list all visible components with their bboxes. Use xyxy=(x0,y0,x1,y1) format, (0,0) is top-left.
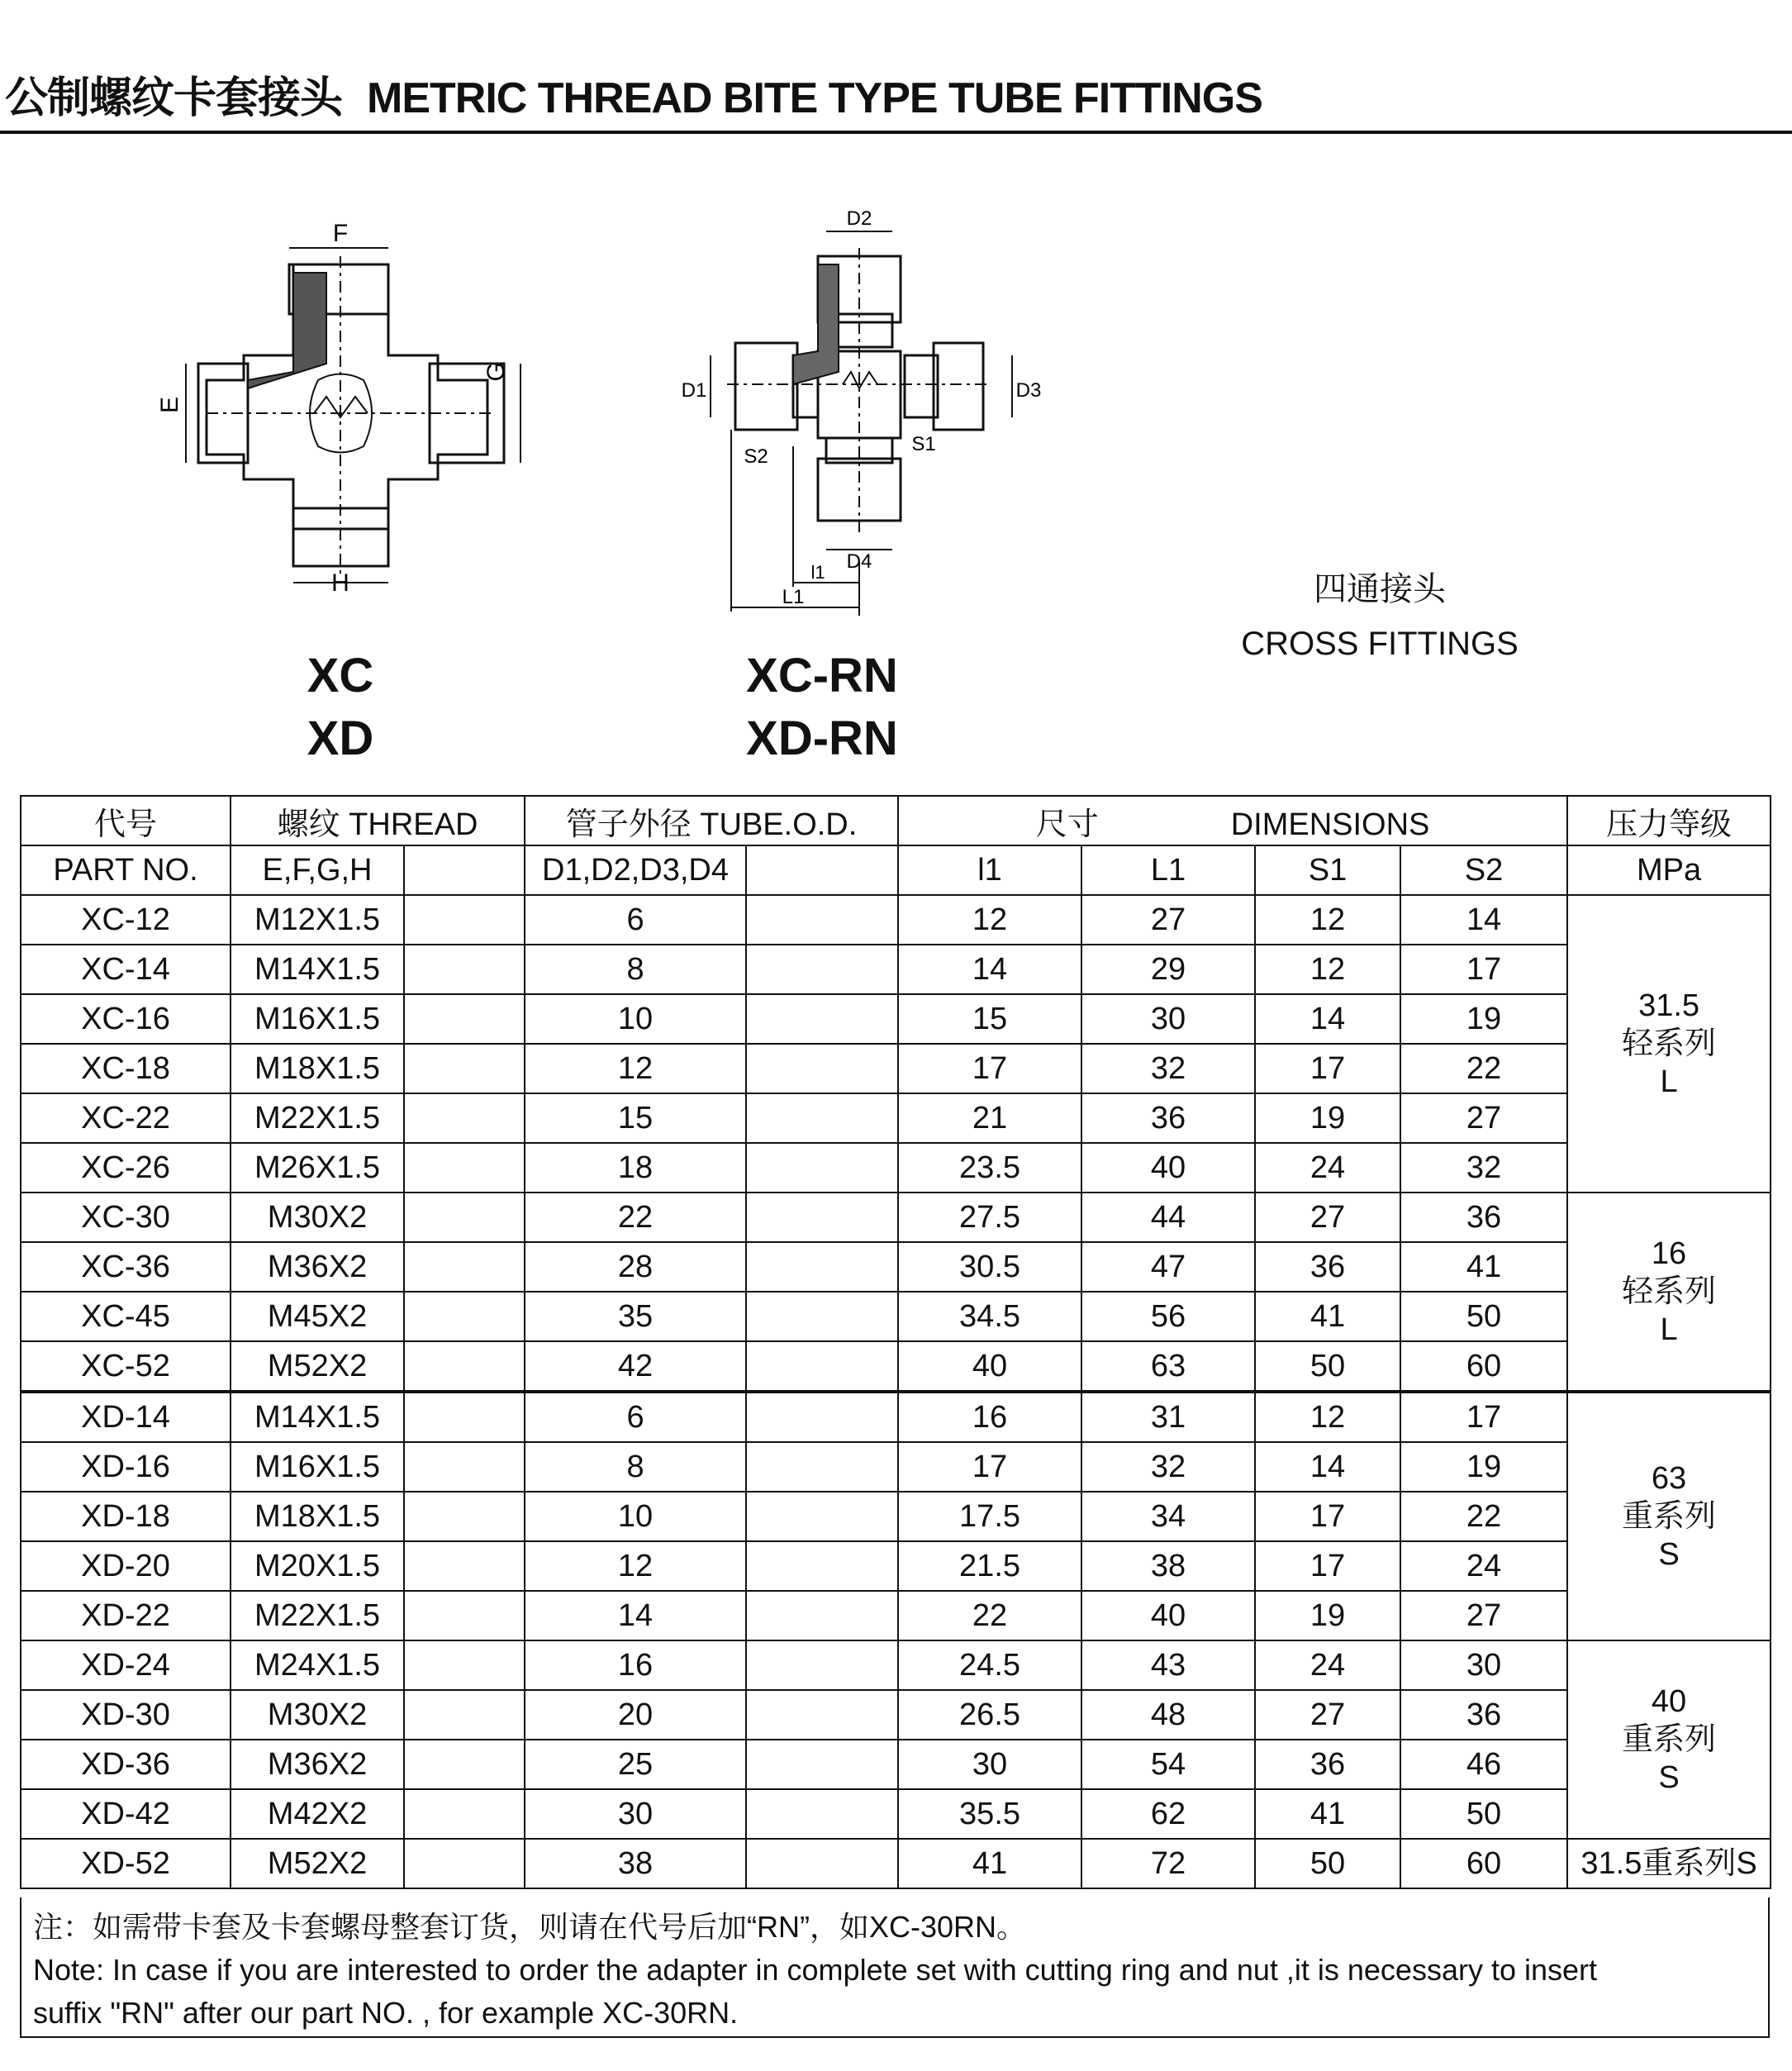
page-title xyxy=(5,63,1262,125)
cell-L1: 30 xyxy=(1081,994,1255,1044)
cell-tube-blank xyxy=(746,1541,898,1591)
cell-S1: 14 xyxy=(1255,994,1400,1044)
cell-thread-blank xyxy=(404,945,525,994)
pressure-grade-line: 40 xyxy=(1651,1684,1687,1719)
cell-thread: M24X1.5 xyxy=(231,1640,404,1690)
cell-tube-blank xyxy=(746,1093,898,1143)
cell-S1: 41 xyxy=(1255,1292,1400,1341)
order-note xyxy=(20,1897,1770,2038)
cell-thread: M45X2 xyxy=(231,1292,404,1341)
cell-S1: 17 xyxy=(1255,1044,1400,1093)
table-row xyxy=(21,1591,1771,1640)
cell-thread: M14X1.5 xyxy=(231,1392,404,1442)
cell-L1: 40 xyxy=(1081,1591,1255,1640)
cell-S2: 24 xyxy=(1400,1541,1567,1591)
cell-tube-blank xyxy=(746,1492,898,1541)
cell-thread: M36X2 xyxy=(231,1740,404,1789)
model-xd: XD xyxy=(307,712,374,765)
cell-S2: 41 xyxy=(1400,1242,1567,1292)
cell-tube-blank xyxy=(746,945,898,994)
cell-S2: 19 xyxy=(1400,1442,1567,1492)
cell-l1: 17 xyxy=(898,1044,1081,1093)
cell-part-no: XD-18 xyxy=(21,1492,231,1541)
cell-l1: 30 xyxy=(898,1740,1081,1789)
cell-S1: 24 xyxy=(1255,1640,1400,1690)
cell-tube-blank xyxy=(746,994,898,1044)
cell-tube-od: 30 xyxy=(525,1789,746,1839)
cell-tube-od: 10 xyxy=(525,1492,746,1541)
cell-S1: 27 xyxy=(1255,1690,1400,1740)
cell-S1: 50 xyxy=(1255,1341,1400,1392)
note-en-line2: suffix "RN" after our part NO. , for example XC-30RN. xyxy=(33,1996,739,2030)
header-part-cn: 代号 xyxy=(21,796,231,845)
table-row xyxy=(21,1839,1771,1888)
cell-thread: M16X1.5 xyxy=(231,994,404,1044)
header-row-2 xyxy=(21,845,1771,895)
xc-cross-drawing xyxy=(186,248,520,583)
cell-thread: M52X2 xyxy=(231,1839,404,1888)
pressure-grade-line: 63 xyxy=(1651,1461,1687,1496)
caption-cn: 四通接头 xyxy=(1314,571,1446,607)
cell-thread: M30X2 xyxy=(231,1193,404,1242)
cell-part-no: XC-36 xyxy=(21,1242,231,1292)
title-cn: 公制螺纹卡套接头 xyxy=(5,74,343,122)
cell-l1: 23.5 xyxy=(898,1143,1081,1193)
dim-label-D1: D1 xyxy=(681,379,707,402)
cell-S2: 17 xyxy=(1400,945,1567,994)
model-label-right xyxy=(719,645,925,770)
cell-l1: 26.5 xyxy=(898,1690,1081,1740)
cell-l1: 17 xyxy=(898,1442,1081,1492)
cell-tube-od: 20 xyxy=(525,1690,746,1740)
table-row xyxy=(21,1093,1771,1143)
table-row xyxy=(21,945,1771,994)
cell-S2: 46 xyxy=(1400,1740,1567,1789)
cell-part-no: XD-52 xyxy=(21,1839,231,1888)
cell-thread: M42X2 xyxy=(231,1789,404,1839)
cell-S1: 50 xyxy=(1255,1839,1400,1888)
cell-tube-blank xyxy=(746,1392,898,1442)
table-row xyxy=(21,1242,1771,1292)
cell-tube-od: 35 xyxy=(525,1292,746,1341)
cell-thread-blank xyxy=(404,1640,525,1690)
cell-part-no: XC-26 xyxy=(21,1143,231,1193)
cell-thread: M30X2 xyxy=(231,1690,404,1740)
pressure-grade-line: 轻系列 xyxy=(1622,1026,1717,1061)
cell-tube-od: 22 xyxy=(525,1193,746,1242)
cell-part-no: XD-16 xyxy=(21,1442,231,1492)
cell-S2: 60 xyxy=(1400,1839,1567,1888)
cell-thread-blank xyxy=(404,1839,525,1888)
cell-S2: 27 xyxy=(1400,1591,1567,1640)
cell-tube-od: 28 xyxy=(525,1242,746,1292)
cell-thread: M26X1.5 xyxy=(231,1143,404,1193)
cell-thread-blank xyxy=(404,1740,525,1789)
cell-thread-blank xyxy=(404,1143,525,1193)
pressure-grade-cell xyxy=(1567,895,1771,1193)
cell-S1: 24 xyxy=(1255,1143,1400,1193)
cell-L1: 31 xyxy=(1081,1392,1255,1442)
cell-S1: 36 xyxy=(1255,1242,1400,1292)
cell-thread: M16X1.5 xyxy=(231,1442,404,1492)
cell-thread-blank xyxy=(404,1193,525,1242)
cell-tube-blank xyxy=(746,1292,898,1341)
cell-L1: 27 xyxy=(1081,895,1255,945)
dim-label-F: F xyxy=(332,220,349,247)
cell-tube-od: 8 xyxy=(525,945,746,994)
header-thread-blank xyxy=(404,845,525,895)
model-xc: XC xyxy=(307,649,374,702)
cell-l1: 12 xyxy=(898,895,1081,945)
cell-S2: 19 xyxy=(1400,994,1567,1044)
dim-label-D3: D3 xyxy=(1015,379,1042,402)
cell-tube-od: 16 xyxy=(525,1640,746,1690)
cell-l1: 35.5 xyxy=(898,1789,1081,1839)
cell-part-no: XC-18 xyxy=(21,1044,231,1093)
table-row xyxy=(21,1143,1771,1193)
cell-L1: 29 xyxy=(1081,945,1255,994)
cell-thread-blank xyxy=(404,1044,525,1093)
cell-S2: 22 xyxy=(1400,1044,1567,1093)
cell-thread-blank xyxy=(404,1442,525,1492)
header-dim-en: DIMENSIONS xyxy=(1230,807,1430,842)
pressure-grade-line: 轻系列 xyxy=(1622,1274,1717,1309)
cell-S1: 19 xyxy=(1255,1591,1400,1640)
cell-thread: M20X1.5 xyxy=(231,1541,404,1591)
cell-thread-blank xyxy=(404,1789,525,1839)
cell-thread-blank xyxy=(404,1392,525,1442)
cell-L1: 36 xyxy=(1081,1093,1255,1143)
header-S2: S2 xyxy=(1400,845,1567,895)
cell-tube-blank xyxy=(746,1341,898,1392)
cell-tube-blank xyxy=(746,1690,898,1740)
cell-S2: 22 xyxy=(1400,1492,1567,1541)
cell-tube-od: 15 xyxy=(525,1093,746,1143)
table-row xyxy=(21,1740,1771,1789)
cell-thread-blank xyxy=(404,1690,525,1740)
table-row xyxy=(21,895,1771,945)
cell-l1: 21.5 xyxy=(898,1541,1081,1591)
cell-thread: M36X2 xyxy=(231,1242,404,1292)
cell-thread-blank xyxy=(404,895,525,945)
cell-thread: M18X1.5 xyxy=(231,1492,404,1541)
dim-label-S1: S1 xyxy=(911,433,936,455)
header-pressure-cn: 压力等级 xyxy=(1567,796,1771,845)
cell-tube-od: 42 xyxy=(525,1341,746,1392)
pressure-grade-cell xyxy=(1567,1392,1771,1640)
cell-tube-blank xyxy=(746,1740,898,1789)
cell-tube-od: 12 xyxy=(525,1044,746,1093)
title-en: METRIC THREAD BITE TYPE TUBE FITTINGS xyxy=(367,74,1262,122)
cell-l1: 40 xyxy=(898,1341,1081,1392)
dim-label-l1: l1 xyxy=(810,562,825,583)
cell-l1: 30.5 xyxy=(898,1242,1081,1292)
cell-S2: 27 xyxy=(1400,1093,1567,1143)
table-row xyxy=(21,1442,1771,1492)
cell-tube-od: 14 xyxy=(525,1591,746,1640)
cell-L1: 56 xyxy=(1081,1292,1255,1341)
cell-S1: 36 xyxy=(1255,1740,1400,1789)
cell-tube-blank xyxy=(746,1591,898,1640)
cell-S1: 12 xyxy=(1255,945,1400,994)
cell-tube-blank xyxy=(746,1242,898,1292)
pressure-grade-line: 31.5重系列S xyxy=(1580,1846,1757,1881)
cell-L1: 44 xyxy=(1081,1193,1255,1242)
cell-part-no: XD-30 xyxy=(21,1690,231,1740)
table-row xyxy=(21,994,1771,1044)
model-label-left xyxy=(258,645,423,770)
dim-label-L1: L1 xyxy=(782,586,805,608)
cell-S2: 14 xyxy=(1400,895,1567,945)
cell-thread: M52X2 xyxy=(231,1341,404,1392)
table-row xyxy=(21,1292,1771,1341)
dim-label-E: E xyxy=(156,396,183,414)
pressure-grade-line: S xyxy=(1658,1537,1680,1572)
cell-L1: 47 xyxy=(1081,1242,1255,1292)
cell-l1: 24.5 xyxy=(898,1640,1081,1690)
cell-thread: M22X1.5 xyxy=(231,1093,404,1143)
cell-l1: 41 xyxy=(898,1839,1081,1888)
cell-S1: 12 xyxy=(1255,1392,1400,1442)
spec-table xyxy=(20,795,1771,1889)
cell-S2: 17 xyxy=(1400,1392,1567,1442)
table-row xyxy=(21,1541,1771,1591)
pressure-grade-line: 31.5 xyxy=(1638,988,1700,1023)
note-en-line1: Note: In case if you are interested to order the adapter in complete set with cutting ring and nut ,it is necessary to insert xyxy=(33,1953,1598,1987)
cell-L1: 40 xyxy=(1081,1143,1255,1193)
cell-tube-od: 8 xyxy=(525,1442,746,1492)
cell-part-no: XC-12 xyxy=(21,895,231,945)
fitting-caption xyxy=(1173,562,1586,671)
cell-part-no: XD-42 xyxy=(21,1789,231,1839)
header-tube: 管子外径 TUBE.O.D. xyxy=(525,796,898,845)
header-row-1 xyxy=(21,796,1771,845)
cell-L1: 54 xyxy=(1081,1740,1255,1789)
header-pressure-unit: MPa xyxy=(1567,845,1771,895)
page-header xyxy=(0,58,1792,134)
cell-l1: 17.5 xyxy=(898,1492,1081,1541)
cell-L1: 43 xyxy=(1081,1640,1255,1690)
cell-l1: 34.5 xyxy=(898,1292,1081,1341)
header-tube-sub: D1,D2,D3,D4 xyxy=(525,845,746,895)
cell-thread-blank xyxy=(404,1591,525,1640)
cell-thread: M18X1.5 xyxy=(231,1044,404,1093)
pressure-grade-line: 16 xyxy=(1651,1236,1687,1271)
cell-part-no: XC-14 xyxy=(21,945,231,994)
table-row xyxy=(21,1640,1771,1690)
table-row xyxy=(21,1392,1771,1442)
dim-label-D4: D4 xyxy=(846,550,872,573)
pressure-grade-cell xyxy=(1567,1839,1771,1888)
cell-tube-blank xyxy=(746,1044,898,1093)
cell-part-no: XC-22 xyxy=(21,1093,231,1143)
cell-S1: 14 xyxy=(1255,1442,1400,1492)
cell-l1: 21 xyxy=(898,1093,1081,1143)
model-xc-rn: XC-RN xyxy=(746,649,898,702)
cell-L1: 34 xyxy=(1081,1492,1255,1541)
header-L1: L1 xyxy=(1081,845,1255,895)
table-row xyxy=(21,1492,1771,1541)
cell-l1: 27.5 xyxy=(898,1193,1081,1242)
cell-part-no: XD-22 xyxy=(21,1591,231,1640)
cell-S2: 32 xyxy=(1400,1143,1567,1193)
cell-S2: 50 xyxy=(1400,1292,1567,1341)
cell-part-no: XC-45 xyxy=(21,1292,231,1341)
cell-tube-od: 12 xyxy=(525,1541,746,1591)
cell-part-no: XD-36 xyxy=(21,1740,231,1789)
cell-L1: 72 xyxy=(1081,1839,1255,1888)
cell-part-no: XD-20 xyxy=(21,1541,231,1591)
caption-en: CROSS FITTINGS xyxy=(1241,626,1519,662)
pressure-grade-cell xyxy=(1567,1640,1771,1839)
cell-S1: 41 xyxy=(1255,1789,1400,1839)
cell-L1: 48 xyxy=(1081,1690,1255,1740)
cell-tube-od: 25 xyxy=(525,1740,746,1789)
technical-drawings xyxy=(0,132,1792,793)
cell-part-no: XC-16 xyxy=(21,994,231,1044)
pressure-grade-cell xyxy=(1567,1193,1771,1392)
cell-l1: 15 xyxy=(898,994,1081,1044)
cell-thread-blank xyxy=(404,1492,525,1541)
spec-table-body xyxy=(21,796,1771,1888)
cell-S2: 30 xyxy=(1400,1640,1567,1690)
cell-S2: 36 xyxy=(1400,1193,1567,1242)
cell-thread-blank xyxy=(404,1541,525,1591)
cell-thread-blank xyxy=(404,994,525,1044)
pressure-grade-line: 重系列 xyxy=(1622,1499,1717,1534)
cell-tube-od: 10 xyxy=(525,994,746,1044)
cell-S1: 17 xyxy=(1255,1492,1400,1541)
cell-S1: 12 xyxy=(1255,895,1400,945)
pressure-grade-line: L xyxy=(1660,1064,1678,1099)
pressure-grade-line: L xyxy=(1660,1312,1678,1347)
cell-S2: 60 xyxy=(1400,1341,1567,1392)
cell-part-no: XC-52 xyxy=(21,1341,231,1392)
cell-S2: 50 xyxy=(1400,1789,1567,1839)
cell-l1: 14 xyxy=(898,945,1081,994)
pressure-grade-line: 重系列 xyxy=(1622,1722,1717,1757)
cell-thread-blank xyxy=(404,1341,525,1392)
cell-tube-blank xyxy=(746,1442,898,1492)
cell-part-no: XD-14 xyxy=(21,1392,231,1442)
cell-S1: 17 xyxy=(1255,1541,1400,1591)
header-part-en: PART NO. xyxy=(21,845,231,895)
cell-tube-od: 6 xyxy=(525,1392,746,1442)
cell-thread: M22X1.5 xyxy=(231,1591,404,1640)
cell-part-no: XD-24 xyxy=(21,1640,231,1690)
header-dim-cn: 尺寸 xyxy=(1035,807,1099,842)
cell-tube-od: 6 xyxy=(525,895,746,945)
pressure-grade-line: S xyxy=(1658,1760,1680,1795)
table-row xyxy=(21,1193,1771,1242)
dim-label-H: H xyxy=(331,569,349,597)
cell-l1: 16 xyxy=(898,1392,1081,1442)
dim-label-G: G xyxy=(482,362,510,382)
header-thread: 螺纹 THREAD xyxy=(231,796,525,845)
cell-tube-od: 18 xyxy=(525,1143,746,1193)
header-S1: S1 xyxy=(1255,845,1400,895)
cell-tube-blank xyxy=(746,1143,898,1193)
cell-tube-blank xyxy=(746,1193,898,1242)
cell-tube-od: 38 xyxy=(525,1839,746,1888)
cell-S2: 36 xyxy=(1400,1690,1567,1740)
cell-l1: 22 xyxy=(898,1591,1081,1640)
cell-thread: M12X1.5 xyxy=(231,895,404,945)
table-row xyxy=(21,1044,1771,1093)
header-l1: l1 xyxy=(898,845,1081,895)
dim-label-D2: D2 xyxy=(846,207,872,230)
cell-thread-blank xyxy=(404,1292,525,1341)
cell-tube-blank xyxy=(746,1839,898,1888)
cell-part-no: XC-30 xyxy=(21,1193,231,1242)
cell-tube-blank xyxy=(746,1640,898,1690)
header-thread-sub: E,F,G,H xyxy=(231,845,404,895)
note-cn: 注：如需带卡套及卡套螺母整套订货，则请在代号后加“RN”，如XC-30RN。 xyxy=(33,1910,1027,1944)
cell-L1: 32 xyxy=(1081,1442,1255,1492)
model-xd-rn: XD-RN xyxy=(746,712,898,765)
cell-S1: 27 xyxy=(1255,1193,1400,1242)
cell-thread: M14X1.5 xyxy=(231,945,404,994)
header-dimensions xyxy=(898,796,1567,845)
cell-L1: 32 xyxy=(1081,1044,1255,1093)
cell-tube-blank xyxy=(746,1789,898,1839)
cell-L1: 63 xyxy=(1081,1341,1255,1392)
header-tube-blank xyxy=(746,845,898,895)
dim-label-S2: S2 xyxy=(744,445,768,468)
cell-L1: 62 xyxy=(1081,1789,1255,1839)
table-row xyxy=(21,1789,1771,1839)
cell-thread-blank xyxy=(404,1242,525,1292)
cell-S1: 19 xyxy=(1255,1093,1400,1143)
cell-L1: 38 xyxy=(1081,1541,1255,1591)
table-row xyxy=(21,1690,1771,1740)
cell-tube-blank xyxy=(746,895,898,945)
cell-thread-blank xyxy=(404,1093,525,1143)
table-row xyxy=(21,1341,1771,1392)
